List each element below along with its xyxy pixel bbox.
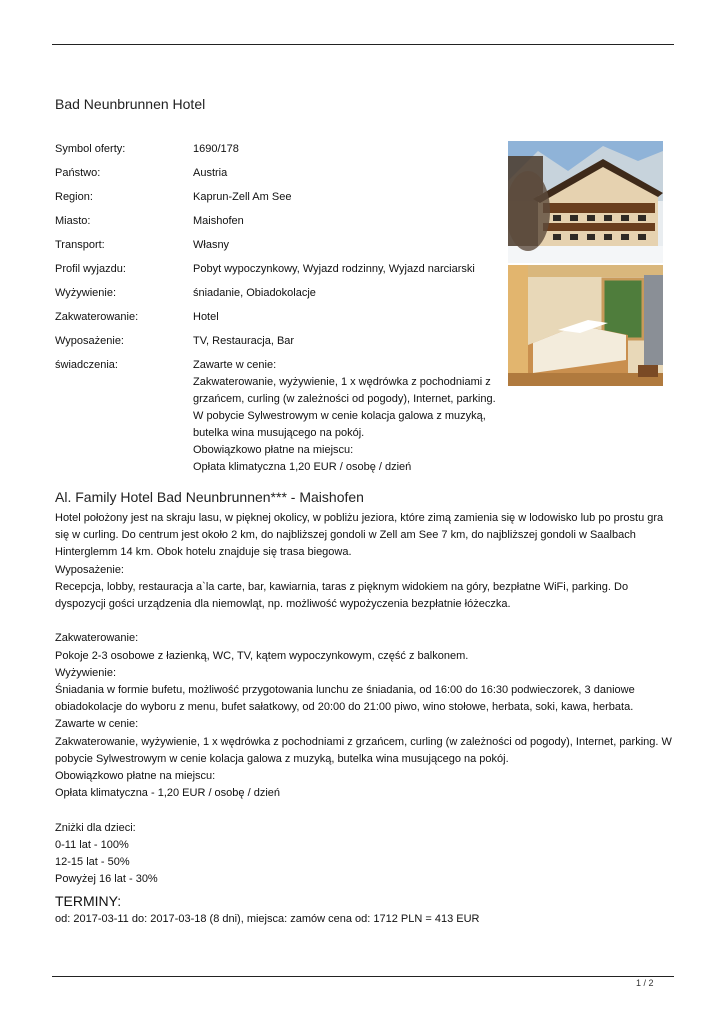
terms-line: od: 2017-03-11 do: 2017-03-18 (8 dni), miejsca: zamów cena od: 1712 PLN = 413 EUR [55,913,480,925]
spec-row [55,261,505,278]
spec-value-line: Zawarte w cenie: [193,359,277,371]
spec-value-line: Maishofen [193,215,244,227]
hotel-heading: Al. Family Hotel Bad Neunbrunnen*** - Maishofen [55,489,364,505]
description-line: Powyżej 16 lat - 30% [55,873,158,886]
description-line: obiadokolacje do wyboru z menu, bufet sałatkowy, od 20:00 do 21:00 piwo, wino stołowe, herbata, soki, kawa, herbata. [55,701,634,714]
page-title: Bad Neunbrunnen Hotel [55,96,206,112]
description-line: Pokoje 2-3 osobowe z łazienką, WC, TV, kątem wypoczynkowym, część z balkonem. [55,649,469,662]
spec-value-line: 1690/178 [193,143,239,155]
description-line: 0-11 lat - 100% [55,838,129,851]
offer-spec-table [55,141,505,483]
spec-label: Miasto: [55,215,91,227]
hotel-description [55,510,673,888]
top-rule [52,44,674,45]
spec-row [55,285,505,302]
spec-value-line: Kaprun-Zell Am See [193,191,292,203]
bottom-rule [52,976,674,977]
spec-value-line: butelka wina musującego na pokój. [193,427,365,439]
description-line: Zakwaterowanie, wyżywienie, 1 x wędrówka z pochodniami z grzańcem, curling (w zależności od pogody), Internet, parking. W [55,735,672,748]
page-number: 1 / 2 [636,978,654,988]
description-line: Obowiązkowo płatne na miejscu: [55,770,216,783]
spec-value [193,237,503,254]
description-line: Hotel położony jest na skraju lasu, w pięknej okolicy, w pobliżu jeziora, które zimą zamienia się w lodowisko lub po prostu gra [55,512,664,524]
description-line: Zakwaterowanie: [55,632,139,645]
spec-value [193,333,503,350]
spec-value [193,261,503,278]
description-line: Opłata klimatyczna - 1,20 EUR / osobę / dzień [55,787,280,800]
spec-row [55,333,505,350]
spec-value [193,141,503,158]
spec-label: Symbol oferty: [55,143,126,155]
description-line: Zawarte w cenie: [55,718,139,731]
spec-value-line: Opłata klimatyczna 1,20 EUR / osobę / dzień [193,461,412,473]
spec-label: Profil wyjazdu: [55,263,126,275]
spec-label: Region: [55,191,93,203]
spec-label: świadczenia: [55,359,118,371]
spec-value-line: Hotel [193,311,219,323]
spec-value [193,309,503,326]
spec-value-line: Obowiązkowo płatne na miejscu: [193,444,354,456]
description-line: 12-15 lat - 50% [55,856,130,869]
hotel-exterior-photo [508,141,663,263]
spec-value-line: Austria [193,167,228,179]
description-line: się w curling. Do centrum jest około 2 km, do najbliższej gondoli w Zell am See 7 km, do najbliższej gondoli w Saalbach [55,529,636,542]
spec-value-line: Pobyt wypoczynkowy, Wyjazd rodzinny, Wyjazd narciarski [193,263,475,275]
paragraph-gap [55,613,673,630]
description-line: dyspozycji gości urządzenia dla niemowląt, np. możliwość wypożyczenia bezpłatnie łóżeczka. [55,598,511,611]
spec-value [193,165,503,182]
spec-row [55,237,505,254]
description-line: Zniżki dla dzieci: [55,821,136,834]
description-line: Wyżywienie: [55,666,117,679]
spec-row [55,165,505,182]
spec-row [55,189,505,206]
description-line: pobycie Sylwestrowym w cenie kolacja galowa z muzyką, butelka wina musującego na pokój. [55,752,509,765]
spec-row [55,141,505,158]
spec-row [55,309,505,326]
spec-value-line: śniadanie, Obiadokolacje [193,287,316,299]
description-line: Recepcja, lobby, restauracja a`la carte, bar, kawiarnia, taras z pięknym widokiem na góry, bezpłatne WiFi, parking. Do [55,580,629,593]
spec-value-line: Zakwaterowanie, wyżywienie, 1 x wędrówka z pochodniami z [193,376,491,388]
spec-value [193,189,503,206]
spec-label: Transport: [55,239,105,251]
hotel-room-photo [508,265,663,386]
description-line: Śniadania w formie bufetu, możliwość przygotowania lunchu ze śniadania, od 16:00 do 16:30 podwieczorek, 3 daniowe [55,684,635,697]
spec-value [193,213,503,230]
spec-value-line: Własny [193,239,230,251]
paragraph-gap [55,802,673,819]
description-line: Hinterglemm 14 km. Obok hotelu znajduje się trasa biegowa. [55,546,352,559]
spec-row [55,213,505,230]
spec-label: Wyżywienie: [55,287,117,299]
spec-label: Wyposażenie: [55,335,124,347]
spec-value [193,285,503,302]
spec-label: Zakwaterowanie: [55,311,139,323]
spec-value-line: W pobycie Sylwestrowym w cenie kolacja galowa z muzyką, [193,410,486,422]
terms-heading: TERMINY: [55,893,122,909]
spec-value [193,357,503,476]
spec-row [55,357,505,476]
spec-value-line: TV, Restauracja, Bar [193,335,295,347]
spec-value-line: grzańcem, curling (w zależności od pogody), Internet, parking. [193,393,496,405]
description-line: Wyposażenie: [55,563,124,576]
spec-label: Państwo: [55,167,101,179]
